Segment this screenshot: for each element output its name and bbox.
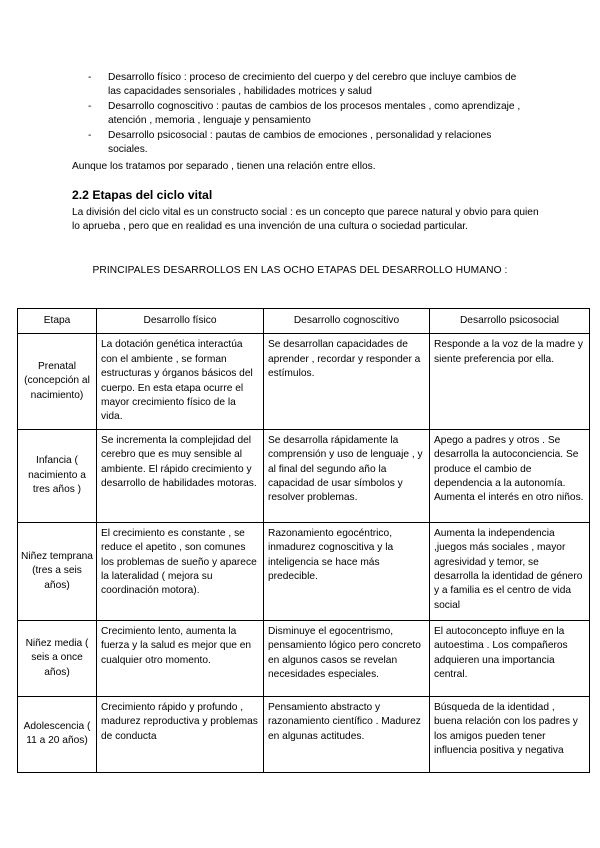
cell-psychosocial: Apego a padres y otros . Se desarrolla la autoconciencia. Se produce el cambio de dependencia a la autonomía. Aumenta el interés en otro niños. (430, 429, 590, 522)
development-types-list (88, 71, 528, 157)
cell-stage: Niñez media ( seis a once años) (18, 620, 97, 696)
cell-psychosocial: Aumenta la independencia ,juegos más sociales , mayor agresividad y temor, se desarrolla la identidad de género y a familia es el centro de vida social (430, 522, 590, 620)
cell-stage: Niñez temprana (tres a seis años) (18, 522, 97, 620)
cell-stage: Infancia ( nacimiento a tres años ) (18, 429, 97, 522)
cell-physical: Crecimiento lento, aumenta la fuerza y la salud es mejor que en cualquier otro momento. (97, 620, 264, 696)
cell-psychosocial: Responde a la voz de la madre y siente preferencia por ella. (430, 334, 590, 429)
list-item (88, 71, 528, 100)
header-physical: Desarrollo físico (97, 309, 264, 334)
section-heading: 2.2 Etapas del ciclo vital (72, 188, 213, 202)
bullet-dash: - (88, 100, 92, 112)
table-title: PRINCIPALES DESARROLLOS EN LAS OCHO ETAPAS DEL DESARROLLO HUMANO : (92, 265, 508, 276)
development-stages-table (17, 308, 590, 773)
header-stage: Etapa (18, 309, 97, 334)
cell-cognitive: Se desarrolla rápidamente la comprensión y uso de lenguaje , y al final del segundo año la capacidad de usar símbolos y resolver problemas. (264, 429, 430, 522)
table-row (18, 334, 590, 429)
paragraph-relation: Aunque los tratamos por separado , tienen una relación entre ellos. (72, 161, 376, 172)
cell-psychosocial: Búsqueda de la identidad , buena relación con los padres y los amigos pueden tener influencia positiva y negativa (430, 696, 590, 772)
list-item (88, 129, 528, 158)
cell-cognitive: Pensamiento abstracto y razonamiento científico . Madurez en algunas actitudes. (264, 696, 430, 772)
cell-physical: La dotación genética interactúa con el ambiente , se forman estructuras y órganos básicos del cuerpo. En esta etapa ocurre el mayor crecimiento físico de la vida. (97, 334, 264, 429)
table-row (18, 620, 590, 696)
cell-stage: Prenatal (concepción al nacimiento) (18, 334, 97, 429)
list-item (88, 100, 528, 129)
paragraph-intro: La división del ciclo vital es un constructo social : es un concepto que parece natural y obvio para quien lo aprueba , pero que en realidad es una invención de una cultura o sociedad particular. (72, 207, 539, 233)
bullet-dash: - (88, 129, 92, 141)
table-row (18, 696, 590, 772)
cell-physical: Crecimiento rápido y profundo , madurez reproductiva y problemas de conducta (97, 696, 264, 772)
table-row (18, 429, 590, 522)
header-psychosocial: Desarrollo psicosocial (430, 309, 590, 334)
list-item-text: Desarrollo cognoscitivo : pautas de cambios de los procesos mentales , como aprendizaje , atención , memoria , lenguaje y pensamiento (108, 100, 521, 127)
bullet-dash: - (88, 72, 92, 83)
table-header-row (18, 309, 590, 334)
cell-physical: El crecimiento es constante , se reduce el apetito , son comunes los problemas de sueño y aparece la lateralidad ( mejora su coordinación motora). (97, 522, 264, 620)
list-item-text: Desarrollo físico : proceso de crecimiento del cuerpo y del cerebro que incluye cambios de las capacidades sensoriales , habilidades motrices y salud (108, 72, 517, 98)
header-cognitive: Desarrollo cognoscitivo (264, 309, 430, 334)
list-item-text: Desarrollo psicosocial : pautas de cambios de emociones , personalidad y relaciones sociales. (108, 129, 492, 156)
cell-cognitive: Disminuye el egocentrismo, pensamiento lógico pero concreto en algunos casos se revelan necesidades especiales. (264, 620, 430, 696)
cell-cognitive: Razonamiento egocéntrico, inmadurez cognoscitiva y la inteligencia se hace más predecible. (264, 522, 430, 620)
cell-stage: Adolescencia ( 11 a 20 años) (18, 696, 97, 772)
table-row (18, 522, 590, 620)
cell-cognitive: Se desarrollan capacidades de aprender , recordar y responder a estímulos. (264, 334, 430, 429)
cell-physical: Se incrementa la complejidad del cerebro que es muy sensible al ambiente. El rápido crecimiento y desarrollo de habilidades motoras. (97, 429, 264, 522)
cell-psychosocial: El autoconcepto influye en la autoestima . Los compañeros adquieren una importancia central. (430, 620, 590, 696)
